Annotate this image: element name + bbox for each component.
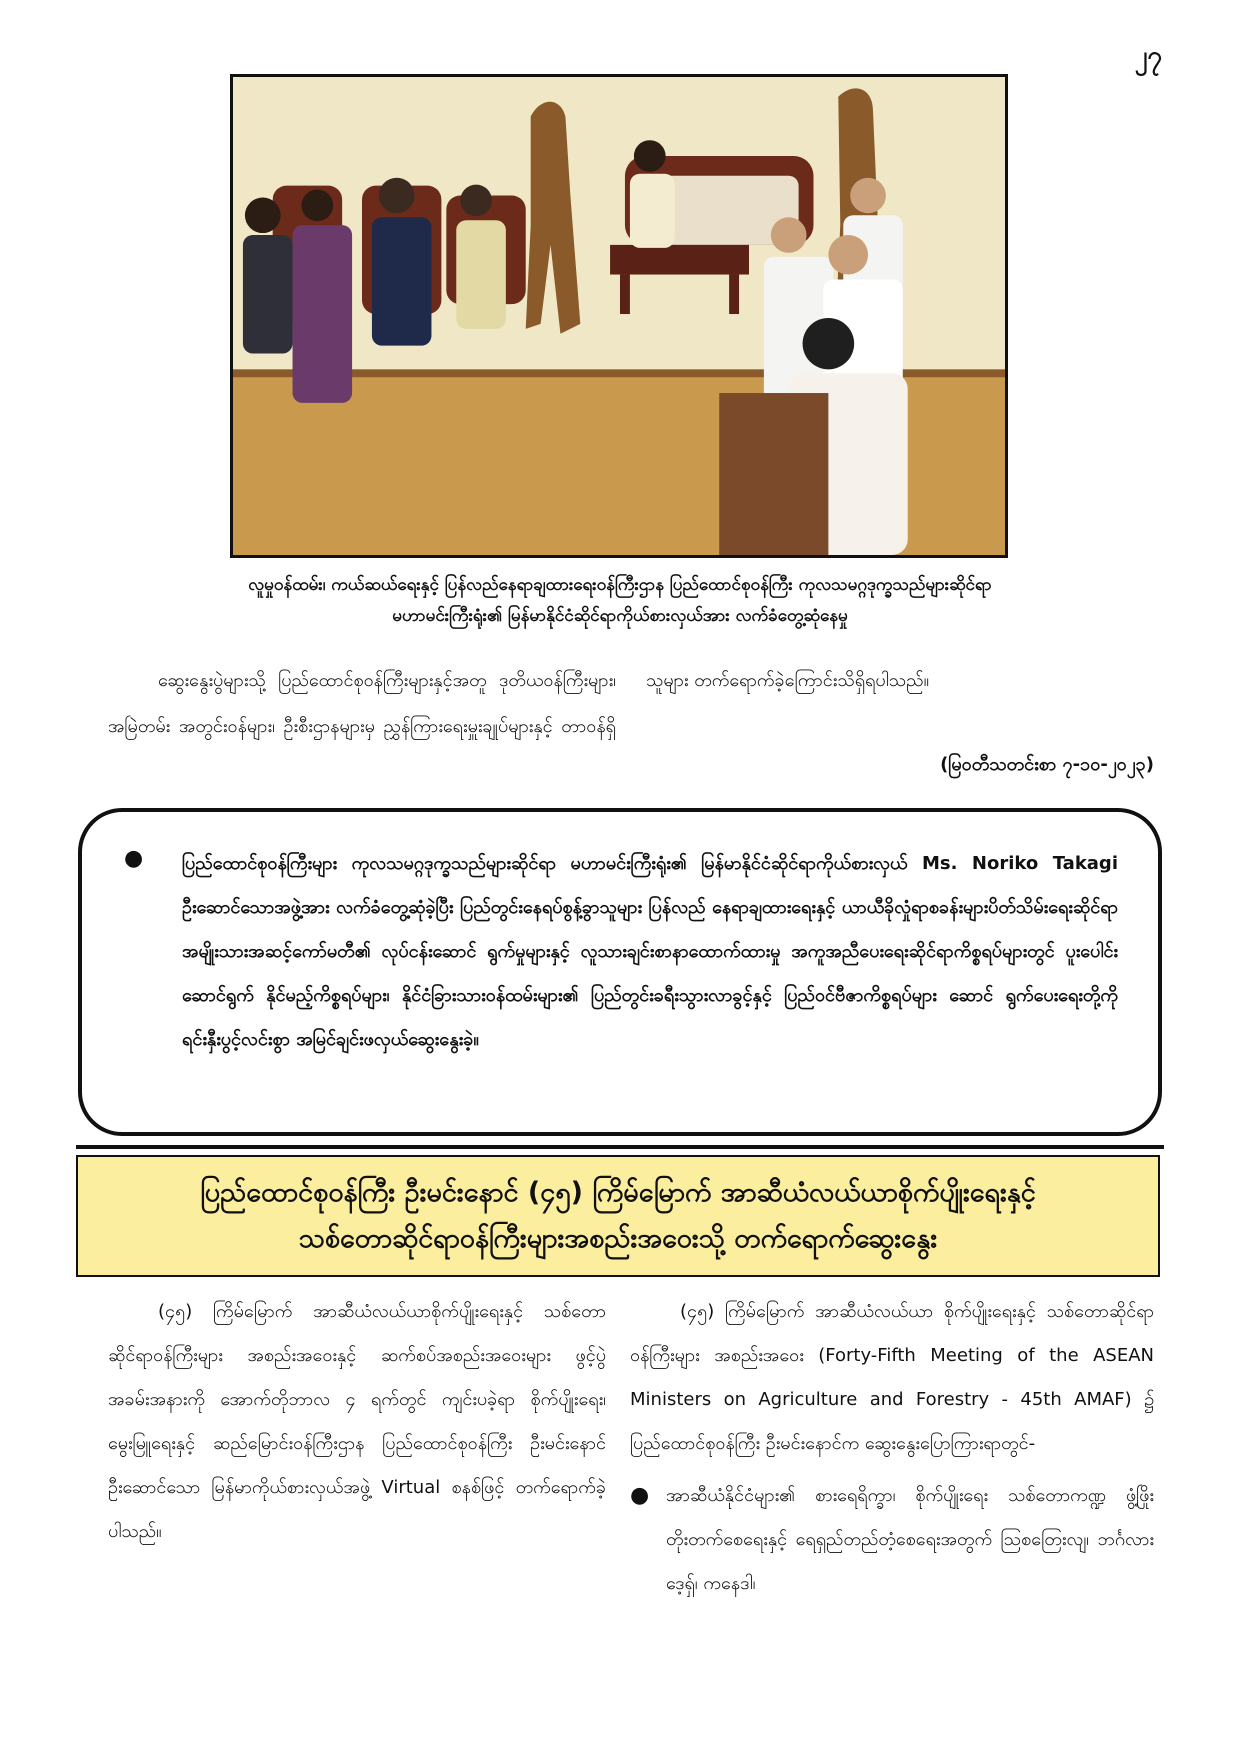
right-column-paragraph: (၄၅) ကြိမ်မြောက် အာဆီယံလယ်ယာ စိုက်ပျိုးရေးနှင့် သစ်တောဆိုင်ရာဝန်ကြီးများ အစည်းအဝေး (Forty-Fifth Meeting of the ASEAN Ministers on Agriculture and Forestry - 45th AMAF) ၌ ပြည်ထောင်စုဝန်ကြီး ဦးမင်းနောင်က ဆွေးနွေးပြောကြားရာတွင်- bbox=[630, 1301, 1154, 1454]
headline-line-2: သစ်တောဆိုင်ရာဝန်ကြီးများအစည်းအဝေးသို့ တက်ရောက်ဆွေးနွေး bbox=[298, 1223, 938, 1254]
right-column-bullet bbox=[630, 1474, 1154, 1606]
intro-paragraph-block bbox=[108, 658, 1154, 750]
highlight-box-text: ပြည်ထောင်စုဝန်ကြီးများ ကုလသမဂ္ဂဒုက္ခသည်များဆိုင်ရာ မဟာမင်းကြီးရုံး၏ မြန်မာနိုင်ငံဆိုင်ရာကိုယ်စားလှယ် Ms. Noriko Takagi ဦးဆောင်သောအဖွဲ့အား လက်ခံတွေ့ဆုံခဲ့ပြီး ပြည်တွင်းနေရပ်စွန့်ခွာသူများ ပြန်လည် နေရာချထားရေးနှင့် ယာယီခိုလှုံရာစခန်းများပိတ်သိမ်းရေးဆိုင်ရာ အမျိုးသားအဆင့်ကော်မတီ၏ လုပ်ငန်းဆောင် ရွက်မှုများနှင့် လူသားချင်းစာနာထောက်ထားမှု အကူအညီပေးရေးဆိုင်ရာကိစ္စရပ်များတွင် ပူးပေါင်းဆောင်ရွက် နိုင်မည့်ကိစ္စရပ်များ၊ နိုင်ငံခြားသားဝန်ထမ်းများ၏ ပြည်တွင်းခရီးသွားလာခွင့်နှင့် ပြည်ဝင်ဗီဇာကိစ္စရပ်များ ဆောင် ရွက်ပေးရေးတို့ကို ရင်းနှီးပွင့်လင်းစွာ အမြင်ချင်းဖလှယ်ဆွေးနွေးခဲ့။ bbox=[182, 853, 1118, 1050]
highlight-box bbox=[78, 808, 1162, 1136]
photo-caption-line-1: လူမှုဝန်ထမ်း၊ ကယ်ဆယ်ရေးနှင့် ပြန်လည်နေရာချထားရေးဝန်ကြီးဌာန ပြည်ထောင်စုဝန်ကြီး ကုလသမဂ္ဂဒုက္ခသည်များဆိုင်ရာ bbox=[248, 575, 992, 595]
source-note: (မြဝတီသတင်းစာ ၇-၁၀-၂၀၂၃) bbox=[940, 754, 1154, 775]
meeting-photo bbox=[230, 74, 1008, 558]
right-column-bullet-text: အာဆီယံနိုင်ငံများ၏ စားရေရိက္ခာ၊ စိုက်ပျိုးရေး သစ်တောကဏ္ဍ ဖွံ့ဖြိုးတိုးတက်စေရေးနှင့် ရေရှည်တည်တံ့စေရေးအတွက် ဩစတြေးလျ၊ ဘင်္ဂလားဒေ့ရှ်၊ ကနေဒါ၊ bbox=[666, 1485, 1154, 1594]
right-column bbox=[630, 1290, 1154, 1606]
page-number: ၂၇ bbox=[1134, 41, 1162, 71]
photo-caption bbox=[100, 570, 1140, 632]
photo-caption-line-2: မဟာမင်းကြီးရုံး၏ မြန်မာနိုင်ငံဆိုင်ရာကိုယ်စားလှယ်အား လက်ခံတွေ့ဆုံနေမှု bbox=[392, 606, 848, 626]
intro-paragraph: ဆွေးနွေးပွဲများသို့ ပြည်ထောင်စုဝန်ကြီးများနှင့်အတူ ဒုတိယဝန်ကြီးများ၊ အမြဲတမ်း အတွင်းဝန်များ၊ ဦးစီးဌာနများမှ ညွှန်ကြားရေးမှူးချုပ်များနှင့် တာဝန်ရှိသူများ တက်ရောက်ခဲ့ကြောင်းသိရှိရပါသည်။ bbox=[108, 670, 930, 737]
left-column bbox=[108, 1290, 606, 1554]
bullet-icon: ● bbox=[124, 846, 144, 871]
article-headline bbox=[76, 1155, 1160, 1277]
section-divider bbox=[76, 1145, 1164, 1149]
headline-line-1: ပြည်ထောင်စုဝန်ကြီး ဦးမင်းနောင် (၄၅) ကြိမ်မြောက် အာဆီယံလယ်ယာစိုက်ပျိုးရေးနှင့် bbox=[200, 1177, 1036, 1208]
meeting-photo-illustration bbox=[233, 77, 1005, 555]
left-column-paragraph: (၄၅) ကြိမ်မြောက် အာဆီယံလယ်ယာစိုက်ပျိုးရေးနှင့် သစ်တောဆိုင်ရာဝန်ကြီးများ အစည်းအဝေးနှင့် ဆက်စပ်အစည်းအဝေးများ ဖွင့်ပွဲအခမ်းအနားကို အောက်တိုဘာလ ၄ ရက်တွင် ကျင်းပခဲ့ရာ စိုက်ပျိုးရေး၊ မွေးမြူရေးနှင့် ဆည်မြောင်းဝန်ကြီးဌာန ပြည်ထောင်စုဝန်ကြီး ဦးမင်းနောင် ဦးဆောင်သော မြန်မာကိုယ်စားလှယ်အဖွဲ့ Virtual စနစ်ဖြင့် တက်ရောက်ခဲ့ပါသည်။ bbox=[108, 1301, 606, 1542]
bullet-icon: ● bbox=[630, 1483, 650, 1508]
